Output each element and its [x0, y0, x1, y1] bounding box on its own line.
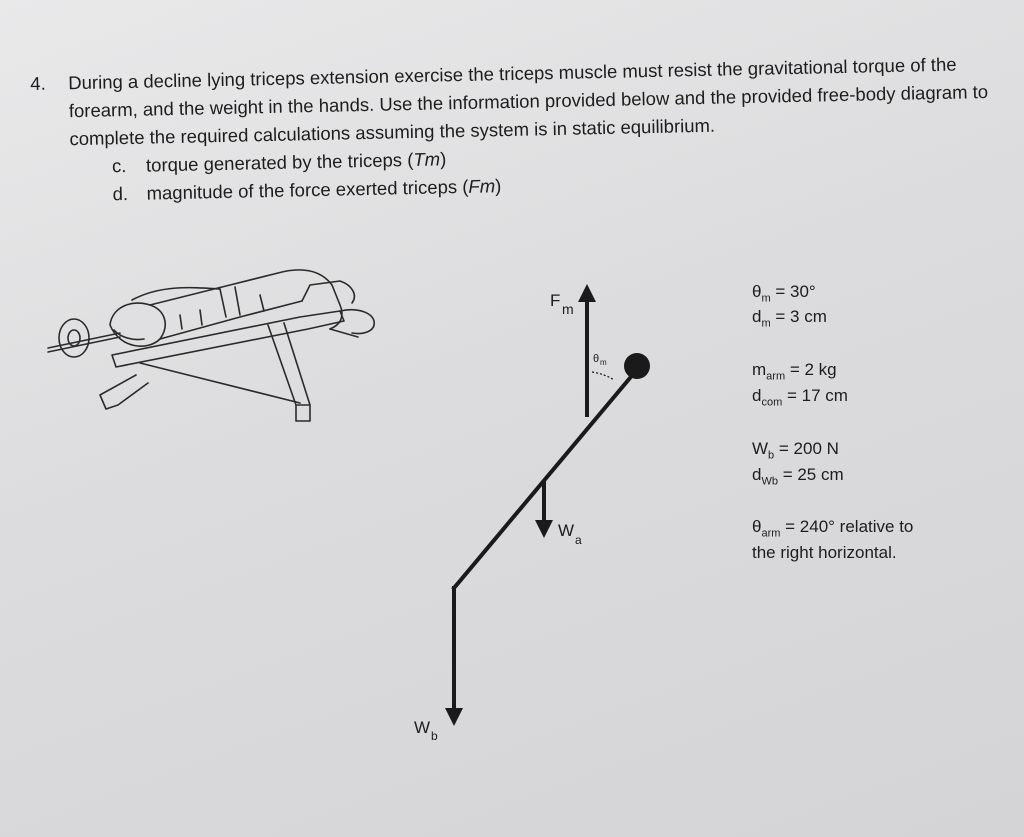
- theta-m-label: θ: [593, 353, 600, 365]
- wb-sub: b: [431, 729, 438, 743]
- theta-m-sub: m: [600, 358, 607, 367]
- wb-arrowhead: [445, 708, 463, 726]
- question-block: [30, 50, 993, 210]
- part-c-letter: c.: [111, 155, 127, 177]
- part-d-text: magnitude of the force exerted triceps (: [146, 175, 469, 204]
- d-m-sub: m: [761, 317, 771, 330]
- given-d-com: [752, 384, 848, 414]
- d-wb-sub: Wb: [761, 475, 778, 488]
- m-arm-sub: arm: [766, 370, 786, 383]
- d-m-value: = 3 cm: [770, 307, 827, 326]
- part-c-close: ): [439, 148, 447, 170]
- wa-label: W: [558, 521, 575, 540]
- d-com-sym: d: [752, 386, 762, 405]
- question-number: 4.: [30, 72, 46, 94]
- m-arm-value: = 2 kg: [785, 360, 837, 379]
- d-com-value: = 17 cm: [782, 386, 848, 405]
- forearm-line: [454, 366, 640, 588]
- wa-arrowhead: [535, 520, 553, 538]
- theta-m-sym: θ: [752, 282, 762, 301]
- theta-m-arc: [592, 372, 614, 380]
- given-d-wb: [752, 463, 844, 493]
- w-b-sym: W: [752, 439, 769, 458]
- part-d-close: ): [494, 175, 502, 197]
- fm-label: F: [550, 291, 561, 310]
- theta-arm-sym: θ: [752, 517, 762, 536]
- fm-sub: m: [562, 301, 574, 317]
- wa-sub: a: [575, 533, 582, 547]
- w-b-value: = 200 N: [774, 439, 839, 458]
- d-wb-sym: d: [752, 465, 762, 484]
- part-c-text: torque generated by the triceps (: [145, 148, 414, 176]
- joint-circle: [624, 353, 650, 379]
- part-d-symbol: Fm: [468, 175, 496, 197]
- part-d-letter: d.: [112, 182, 129, 205]
- exercise-illustration: [40, 255, 385, 430]
- d-wb-value: = 25 cm: [777, 465, 844, 484]
- free-body-diagram: [400, 270, 670, 750]
- d-com-sub: com: [761, 396, 783, 409]
- m-arm-sym: m: [752, 360, 767, 379]
- question-text: During a decline lying triceps extension exercise the triceps muscle must resist the gravitational torque of the forearm, and the weight in the hands. Use the information provided below and the provided free-body diagram to complete the required calculations assuming the system is in static equilibrium.: [68, 53, 989, 150]
- given-theta-arm-line2: the right horizontal.: [752, 543, 897, 562]
- fm-arrowhead: [578, 284, 596, 302]
- given-d-m: [752, 305, 827, 335]
- theta-arm-value: = 240° relative to: [780, 517, 914, 536]
- d-m-sym: d: [752, 307, 762, 326]
- w-b-sub: b: [768, 449, 775, 462]
- wb-label: W: [414, 718, 431, 737]
- theta-arm-sub: arm: [761, 527, 781, 540]
- theta-m-sub: m: [761, 292, 771, 305]
- part-c-symbol: Tm: [413, 148, 441, 170]
- theta-m-value: = 30°: [770, 282, 816, 301]
